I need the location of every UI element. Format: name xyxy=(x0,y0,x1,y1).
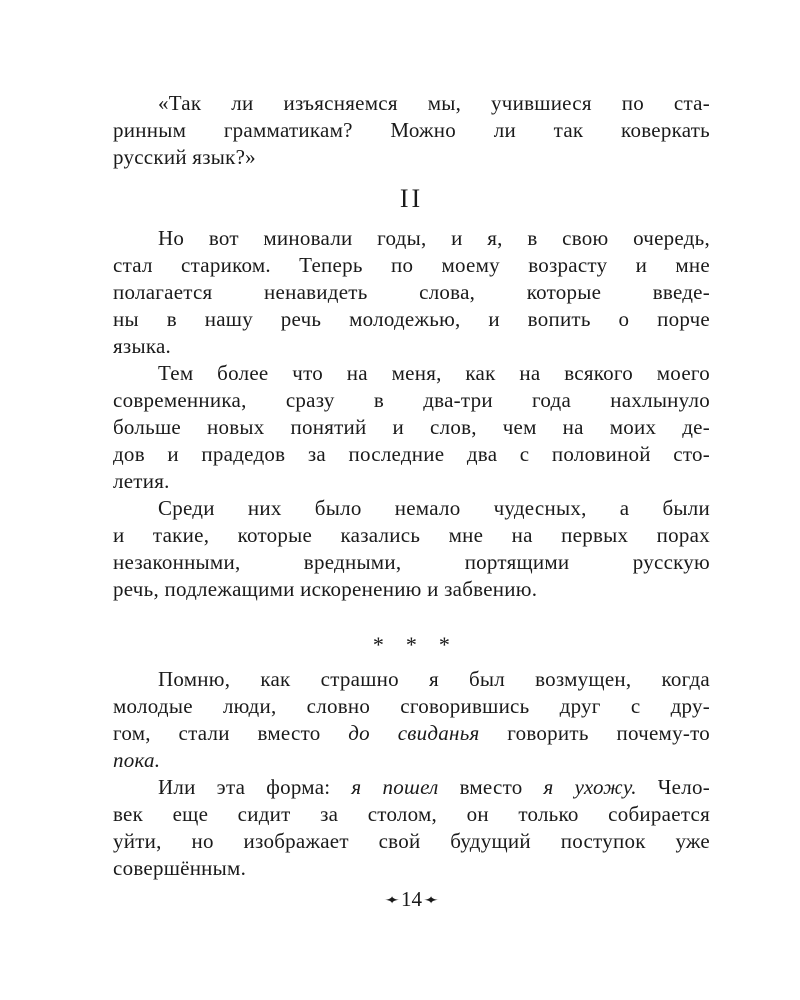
text-segment: вместо xyxy=(438,775,544,799)
text-line xyxy=(113,495,710,522)
text-segment: летия. xyxy=(113,469,170,493)
text-segment: Среди них было немало чудесных, а были xyxy=(158,496,710,520)
text-segment: Помню, как страшно я был возмущен, когда xyxy=(158,667,710,691)
text-segment: больше новых понятий и слов, чем на моих де- xyxy=(113,415,710,439)
text-segment: уйти, но изображает свой будущий поступок уже xyxy=(113,829,710,853)
text-segment: языка. xyxy=(113,334,172,358)
text-line xyxy=(113,279,710,306)
text-segment: Чело- xyxy=(636,775,710,799)
italic-phrase: я ухожу. xyxy=(543,775,637,799)
italic-phrase: пока. xyxy=(113,748,161,772)
text-line xyxy=(113,360,710,387)
page-number: 14 xyxy=(401,887,422,911)
text-line xyxy=(113,720,710,747)
text-line xyxy=(113,828,710,855)
text-segment: гом, стали вместо xyxy=(113,721,349,745)
page-footer xyxy=(113,886,710,914)
text-segment: молодые люди, словно сговорившись друг с дру- xyxy=(113,694,710,718)
text-line xyxy=(113,855,710,882)
text-segment: и такие, которые казались мне на первых порах xyxy=(113,523,710,547)
text-line xyxy=(113,774,710,801)
text-line xyxy=(113,468,710,495)
text-segment: ны в нашу речь молодежью, и вопить о порче xyxy=(113,307,710,331)
paragraph xyxy=(113,225,710,360)
text-segment: ринным грамматикам? Можно ли так коверкать xyxy=(113,118,710,142)
page-content xyxy=(113,90,710,882)
text-line xyxy=(113,441,710,468)
text-segment: стал стариком. Теперь по моему возрасту и мне xyxy=(113,253,710,277)
diamond-ornament-left: ✦ xyxy=(383,894,401,907)
text-line xyxy=(113,144,710,171)
paragraph xyxy=(113,666,710,774)
text-segment: говорить почему-то xyxy=(479,721,710,745)
paragraph xyxy=(113,774,710,882)
section-separator: * * * xyxy=(372,632,451,657)
text-segment: Или эта форма: xyxy=(158,775,352,799)
paragraph xyxy=(113,360,710,495)
text-segment: век еще сидит за столом, он только собирается xyxy=(113,802,710,826)
text-line xyxy=(113,333,710,360)
text-line xyxy=(113,801,710,828)
paragraph xyxy=(113,495,710,603)
text-line xyxy=(113,306,710,333)
text-line xyxy=(113,90,710,117)
paragraph xyxy=(113,90,710,171)
text-segment: русский язык?» xyxy=(113,145,256,169)
text-segment: незаконными, вредными, портящими русскую xyxy=(113,550,710,574)
text-line xyxy=(113,225,710,252)
text-segment: «Так ли изъясняемся мы, учившиеся по ста- xyxy=(158,91,710,115)
text-line xyxy=(113,387,710,414)
italic-phrase: до свиданья xyxy=(348,721,480,745)
text-segment: современника, сразу в два-три года нахлынуло xyxy=(113,388,710,412)
text-segment: совершённым. xyxy=(113,856,247,880)
text-line xyxy=(113,747,710,774)
text-segment: речь, подлежащими искоренению и забвению. xyxy=(113,577,538,601)
text-line xyxy=(113,693,710,720)
diamond-ornament-right: ✦ xyxy=(422,894,440,907)
text-line xyxy=(113,117,710,144)
chapter-heading: II xyxy=(399,184,424,213)
text-line xyxy=(113,414,710,441)
text-line xyxy=(113,549,710,576)
text-line xyxy=(113,522,710,549)
text-line xyxy=(113,666,710,693)
text-line xyxy=(113,576,710,603)
italic-phrase: я пошел xyxy=(351,775,439,799)
text-segment: дов и прадедов за последние два с половиной сто- xyxy=(113,442,710,466)
text-segment: полагается ненавидеть слова, которые введе- xyxy=(113,280,710,304)
text-segment: Тем более что на меня, как на всякого моего xyxy=(158,361,710,385)
text-segment: Но вот миновали годы, и я, в свою очередь, xyxy=(158,226,710,250)
text-line xyxy=(113,252,710,279)
